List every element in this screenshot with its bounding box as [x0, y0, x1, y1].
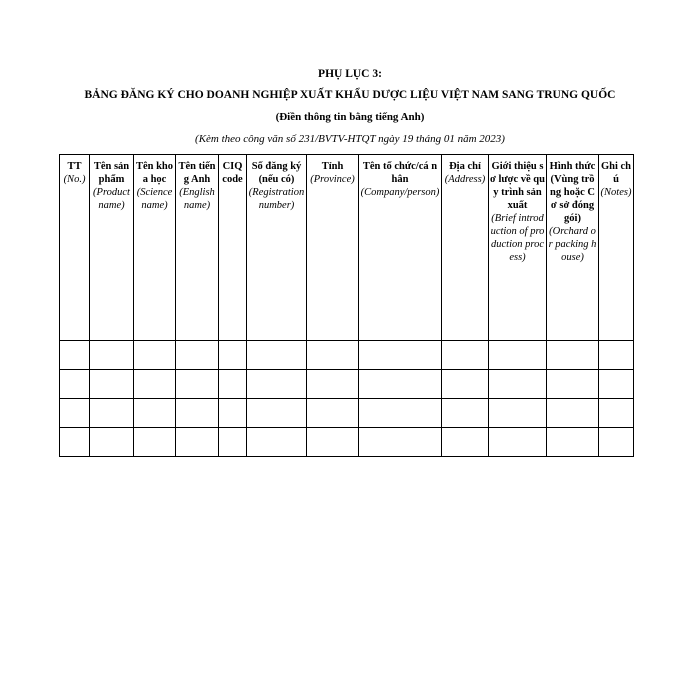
- col-science-name-en: (Science name): [136, 187, 173, 211]
- table-cell[interactable]: [307, 341, 359, 370]
- col-form: [547, 155, 599, 341]
- col-province-vi: Tỉnh: [321, 161, 344, 172]
- col-registration-number-vi: Số đăng ký (nếu có): [251, 161, 302, 185]
- table-cell[interactable]: [599, 370, 634, 399]
- col-registration-number: [247, 155, 307, 341]
- table-cell[interactable]: [359, 399, 442, 428]
- table-cell[interactable]: [90, 341, 134, 370]
- header-row: [60, 155, 634, 341]
- table-cell[interactable]: [90, 428, 134, 457]
- table-cell[interactable]: [359, 341, 442, 370]
- table-cell[interactable]: [489, 341, 547, 370]
- col-company-vi: Tên tổ chức/cá nhân: [362, 161, 438, 185]
- col-product-name: [90, 155, 134, 341]
- table-cell[interactable]: [134, 341, 176, 370]
- registration-table: [59, 154, 634, 457]
- table-row: [60, 428, 634, 457]
- table-cell[interactable]: [442, 428, 489, 457]
- table-cell[interactable]: [176, 399, 219, 428]
- appendix-label: PHỤ LỤC 3:: [318, 68, 382, 80]
- col-production-process-en: (Brief introduction of production process): [490, 213, 545, 263]
- table-cell[interactable]: [442, 399, 489, 428]
- table-cell[interactable]: [60, 370, 90, 399]
- col-product-name-en: (Product name): [93, 187, 130, 211]
- col-address: [442, 155, 489, 341]
- col-address-en: (Address): [444, 174, 486, 185]
- table-cell[interactable]: [247, 341, 307, 370]
- table-row: [60, 399, 634, 428]
- col-province: [307, 155, 359, 341]
- col-ciq-code-vi: CIQ code: [222, 161, 243, 185]
- col-no: [60, 155, 90, 341]
- col-form-vi: Hình thức (Vùng trồng hoặc Cơ sở đóng gói): [549, 161, 596, 224]
- col-product-name-vi: Tên sản phẩm: [93, 161, 130, 185]
- table-row: [60, 341, 634, 370]
- col-notes: [599, 155, 634, 341]
- col-address-vi: Địa chỉ: [449, 161, 481, 172]
- table-cell[interactable]: [90, 399, 134, 428]
- table-cell[interactable]: [489, 370, 547, 399]
- col-english-name-en: (English name): [179, 187, 215, 211]
- col-company-en: (Company/person): [360, 187, 440, 198]
- table-cell[interactable]: [547, 399, 599, 428]
- table-cell[interactable]: [219, 370, 247, 399]
- table-cell[interactable]: [247, 370, 307, 399]
- col-no-vi: TT: [67, 161, 82, 172]
- col-english-name-vi: Tên tiếng Anh: [178, 161, 216, 185]
- col-notes-en: (Notes): [600, 187, 632, 198]
- col-province-en: (Province): [310, 174, 355, 185]
- table-cell[interactable]: [134, 370, 176, 399]
- table-cell[interactable]: [134, 428, 176, 457]
- table-cell[interactable]: [359, 428, 442, 457]
- col-ciq-code: [219, 155, 247, 341]
- table-cell[interactable]: [489, 399, 547, 428]
- table-cell[interactable]: [60, 341, 90, 370]
- fill-instruction: (Điền thông tin bằng tiếng Anh): [275, 111, 425, 123]
- table-cell[interactable]: [219, 399, 247, 428]
- col-production-process: [489, 155, 547, 341]
- table-cell[interactable]: [90, 370, 134, 399]
- col-science-name: [134, 155, 176, 341]
- table-cell[interactable]: [359, 370, 442, 399]
- table-cell[interactable]: [307, 428, 359, 457]
- table-cell[interactable]: [547, 370, 599, 399]
- col-no-en: (No.): [63, 174, 86, 185]
- table-cell[interactable]: [134, 399, 176, 428]
- table-cell[interactable]: [60, 399, 90, 428]
- col-english-name: [176, 155, 219, 341]
- table-cell[interactable]: [442, 341, 489, 370]
- table-cell[interactable]: [219, 428, 247, 457]
- table-cell[interactable]: [307, 399, 359, 428]
- table-cell[interactable]: [176, 341, 219, 370]
- table-cell[interactable]: [599, 341, 634, 370]
- table-cell[interactable]: [247, 428, 307, 457]
- table-cell[interactable]: [307, 370, 359, 399]
- table-cell[interactable]: [219, 341, 247, 370]
- table-body: [60, 341, 634, 457]
- reference-note: (Kèm theo công văn số 231/BVTV-HTQT ngày 19 tháng 01 năm 2023): [195, 133, 505, 145]
- table-cell[interactable]: [176, 370, 219, 399]
- col-production-process-vi: Giới thiệu sơ lược về quy trình sản xuất: [490, 161, 545, 211]
- col-science-name-vi: Tên khoa học: [135, 161, 174, 185]
- table-cell[interactable]: [599, 399, 634, 428]
- col-registration-number-en: (Registration number): [248, 187, 305, 211]
- table-cell[interactable]: [442, 370, 489, 399]
- col-notes-vi: Ghi chú: [600, 161, 632, 185]
- table-cell[interactable]: [547, 341, 599, 370]
- col-company: [359, 155, 442, 341]
- col-form-en: (Orchard or packing house): [548, 226, 597, 263]
- table-cell[interactable]: [489, 428, 547, 457]
- table-cell[interactable]: [547, 428, 599, 457]
- table-cell[interactable]: [60, 428, 90, 457]
- table-cell[interactable]: [599, 428, 634, 457]
- table-cell[interactable]: [247, 399, 307, 428]
- table-row: [60, 370, 634, 399]
- document-title: BẢNG ĐĂNG KÝ CHO DOANH NGHIỆP XUẤT KHẨU DƯỢC LIỆU VIỆT NAM SANG TRUNG QUỐC: [84, 89, 616, 101]
- table-cell[interactable]: [176, 428, 219, 457]
